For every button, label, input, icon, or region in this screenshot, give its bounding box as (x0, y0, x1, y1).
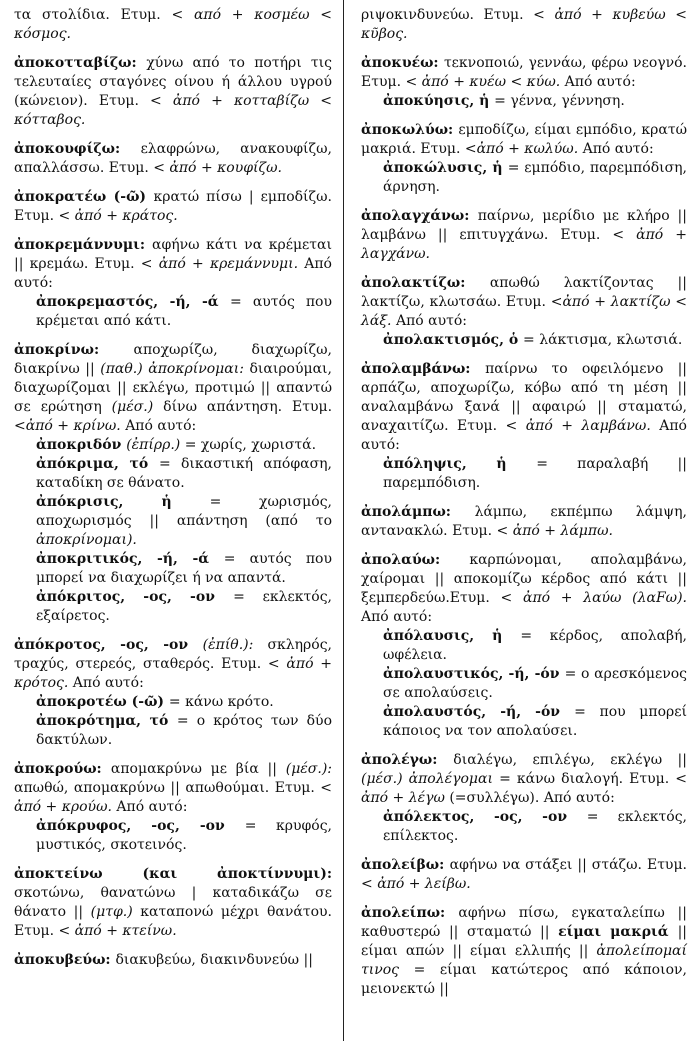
definition-text: αποχωρίζω, διαχωρίζω, διακρίνω || (14, 342, 332, 377)
italic-text: ἀπό + κρεμάννυμι. (158, 256, 305, 272)
column-divider (343, 0, 344, 1041)
derived-entry (383, 703, 687, 741)
headword: ἀποκώλυσις, ἡ (383, 160, 508, 176)
definition-text: = κάνω κρότο. (168, 694, 274, 710)
derived-entry (36, 550, 332, 588)
right-column (361, 6, 687, 1009)
headword: ἀπολείπω: (361, 905, 459, 921)
italic-text: ἀπό + κρούω. (14, 799, 117, 815)
definition-text: αφήνω πίσω, εγκαταλείπω || καθυστερώ || σταματώ || (361, 905, 687, 940)
entry-text (14, 341, 332, 436)
headword: ἀποκουφίζω: (14, 141, 141, 157)
entry-text (14, 188, 332, 226)
definition-text: διαιρούμαι, διαχωρίζομαι || εκλέγω, προτιμώ || απαντώ σε ερώτηση (14, 361, 332, 415)
dictionary-entry (361, 207, 687, 264)
headword: ἀποκρατέω (-ῶ) (14, 189, 154, 205)
definition-text: ριψοκινδυνεύω. Ετυμ. < (361, 7, 555, 23)
headword: ἀποκρούω: (14, 761, 111, 777)
headword: ἀπόλεκτος, -ος, -ον (383, 809, 587, 825)
italic-text: (μτφ.) (90, 904, 141, 920)
headword: ἀπόκρυφος, -ος, -ον (36, 818, 245, 834)
headword: ἀποκοτταβίζω: (14, 55, 147, 71)
dictionary-entry (14, 236, 332, 331)
derived-entry (383, 159, 687, 197)
definition-text: διακυβεύω, διακινδυνεύω || (115, 952, 313, 968)
italic-text: από + κοσμέω < κόσμος. (14, 7, 332, 42)
definition-text: λάμπω, εκπέμπω λάμψη, αντανακλώ. Ετυμ. < (361, 504, 687, 539)
italic-text: (ἐπίθ.): (202, 637, 268, 653)
entry-text (361, 54, 687, 92)
headword: ἀπόκριμα, τό (36, 456, 159, 472)
derived-entry (383, 627, 687, 665)
derived-entry (383, 808, 687, 846)
italic-text: ἀπό + λακτίζω < λάξ. (361, 294, 687, 329)
dictionary-entry (361, 274, 687, 350)
headword: ἀπολέγω: (361, 752, 454, 768)
headword: ἀπολακτίζω: (361, 275, 490, 291)
definition-text: παίρνω, μερίδιο με κλήρο || λαμβάνω || επιτυγχάνω. Ετυμ. < (361, 208, 687, 243)
definition-text: = λάκτισμα, κλωτσιά. (523, 332, 683, 348)
definition-text: σκληρός, τραχύς, στερεός, σταθερός. Ετυμ. < (14, 637, 332, 672)
italic-text: (μέσ.) ἀπολέγομαι (361, 771, 500, 787)
dictionary-entry (14, 54, 332, 130)
italic-text: ἀπολείπομαί τινος (361, 943, 687, 978)
italic-text: ἀπό + κουφίζω. (169, 160, 282, 176)
headword: ἀποκυβεύω: (14, 952, 116, 968)
italic-text: ἀπό + κυέω < κύω. (421, 74, 565, 90)
definition-text: αφήνω κάτι να κρέμεται || κρεμάω. Ετυμ. < (14, 237, 332, 272)
definition-text: τα στολίδια. Ετυμ. < (14, 7, 194, 23)
derived-entry (36, 817, 332, 855)
dictionary-entry (14, 951, 332, 970)
dictionary-entry (361, 751, 687, 846)
entry-text (361, 6, 687, 44)
headword: ἀπόλαυσις, ἡ (383, 628, 521, 644)
italic-text: (ἐπίρρ.) (126, 437, 185, 453)
headword: ἀπολείβω: (361, 857, 450, 873)
definition-text: = παραλαβή || παρεμπόδιση. (383, 456, 687, 491)
headword: είμαι μακριά (558, 924, 678, 940)
definition-text: διαλέγω, επιλέγω, εκλέγω || (453, 752, 687, 768)
definition-text: = είμαι κατώτερος από κάποιον, μειονεκτώ || (361, 962, 687, 997)
dictionary-entry (361, 904, 687, 999)
dictionary-entry (361, 503, 687, 541)
derived-entry (383, 455, 687, 493)
left-column (14, 6, 332, 980)
definition-text: = αυτός που μπορεί να διαχωρίζει ή να απαντά. (36, 551, 332, 586)
definition-text: αφήνω να στάξει || στάζω. Ετυμ. < (361, 857, 687, 892)
italic-text: ἀπό + λάμπω. (512, 523, 613, 539)
definition-text: Από αυτό: (582, 141, 654, 157)
derived-entry (36, 712, 332, 750)
headword: ἀποκωλύω: (361, 122, 459, 138)
definition-text: καρπώνομαι, απολαμβάνω, χαίρομαι || αποκομίζω κέρδος από κάτι || ξεμπερδεύω.Ετυμ. < (361, 552, 687, 606)
definition-text: εμποδίζω, είμαι εμπόδιο, κρατώ μακριά. Ετυμ. < (361, 122, 687, 157)
definition-text: ελαφρώνω, ανακουφίζω, απαλλάσσω. Ετυμ. < (14, 141, 332, 176)
italic-text: ἀπό + κρίνω. (25, 418, 126, 434)
definition-text: = κέρδος, απολαβή, ωφέλεια. (383, 628, 687, 663)
dictionary-entry (361, 6, 687, 44)
derived-entry (383, 331, 687, 350)
derived-entry (36, 493, 332, 550)
entry-text (14, 760, 332, 817)
italic-text: ἀπό + λέγω (361, 790, 450, 806)
dictionary-entry (14, 341, 332, 626)
definition-text: καταπονώ μέχρι θανάτου. Ετυμ. < (14, 904, 332, 939)
definition-text: απομακρύνω με βία || (110, 761, 286, 777)
definition-text: Από αυτό: (395, 313, 467, 329)
definition-text: απωθώ, απομακρύνω || απωθούμαι. Ετυμ. < (14, 780, 332, 796)
entry-text (14, 54, 332, 130)
italic-text: ἀποκρίνομαι). (36, 532, 137, 548)
italic-text: ἀπό + κωλύω. (476, 141, 583, 157)
italic-text: ἀπό + κοτταβίζω < κότταβος. (14, 93, 332, 128)
definition-text: = χωρισμός, αποχωρισμός || απάντηση (από το (36, 494, 332, 529)
entry-text (14, 951, 332, 970)
headword: ἀποκριτικός, -ή, -ά (36, 551, 224, 567)
definition-text: = εκλεκτός, εξαίρετος. (36, 589, 333, 624)
headword: ἀπόκριτος, -ος, -ον (36, 589, 234, 605)
headword: ἀπόκροτος, -ος, -ον (14, 637, 203, 653)
definition-text: Από αυτό: (125, 418, 197, 434)
entry-text (14, 140, 332, 178)
definition-text: = γέννα, γέννηση. (494, 93, 625, 109)
headword: ἀπολαύω: (361, 552, 470, 568)
headword: ἀποκρεμάννυμι: (14, 237, 153, 253)
definition-text: Από αυτό: (564, 74, 636, 90)
headword: ἀποκροτέω (-ῶ) (36, 694, 169, 710)
definition-text: δίνω απάντηση. Ετυμ. < (14, 399, 333, 434)
definition-text: = χωρίς, χωριστά. (184, 437, 317, 453)
italic-text: ἀπό + κρότος. (14, 656, 332, 691)
entry-text (361, 121, 687, 159)
dictionary-entry (361, 54, 687, 111)
italic-text: (μέσ.): (285, 761, 332, 777)
dictionary-entry (14, 865, 332, 941)
definition-text: Από αυτό: (116, 799, 188, 815)
definition-text: Από αυτό: (361, 609, 433, 625)
dictionary-entry (361, 551, 687, 741)
derived-entry (36, 693, 332, 712)
italic-text: ἀπό + κυβεύω < κῦβος. (361, 7, 687, 42)
dictionary-entry (14, 760, 332, 855)
headword: ἀπόκρισις, ἡ (36, 494, 210, 510)
definition-text: Από αυτό: (72, 675, 144, 691)
italic-text: (μέσ.) (111, 399, 164, 415)
headword: ἀπολακτισμός, ὁ (383, 332, 524, 348)
dictionary-entry (361, 856, 687, 894)
headword: ἀπολαυστός, -ή, -όν (383, 704, 575, 720)
headword: ἀποκρίνω: (14, 342, 134, 358)
dictionary-entry (361, 121, 687, 197)
entry-text (14, 865, 332, 941)
headword: ἀποκύησις, ἡ (383, 93, 495, 109)
derived-entry (36, 293, 332, 331)
italic-text: ἀπό + λαμβάνω. (525, 418, 660, 434)
entry-text (361, 904, 687, 999)
headword: ἀπολαγχάνω: (361, 208, 478, 224)
derived-entry (36, 436, 332, 455)
entry-text (14, 636, 332, 693)
definition-text: || είμαι απών || είμαι ελλιπής || (361, 924, 688, 959)
definition-text: = δικαστική απόφαση, καταδίκη σε θάνατο. (36, 456, 333, 491)
entry-text (361, 751, 687, 808)
headword: ἀποκτείνω (και ἀποκτίννυμι): (14, 866, 332, 882)
definition-text: κρατώ πίσω | εμποδίζω. Ετυμ. < (14, 189, 332, 224)
entry-text (361, 360, 687, 455)
entry-text (361, 274, 687, 331)
definition-text: απωθώ λακτίζοντας || λακτίζω, κλωτσάω. Ετυμ. < (361, 275, 687, 310)
definition-text: σκοτώνω, θανατώνω | καταδικάζω σε θάνατο || (14, 885, 332, 920)
italic-text: (παθ.) ἀποκρίνομαι: (100, 361, 250, 377)
derived-entry (383, 665, 687, 703)
headword: ἀποκρότημα, τό (36, 713, 177, 729)
derived-entry (383, 92, 687, 111)
headword: ἀποκριδόν (36, 437, 127, 453)
dictionary-entry (14, 636, 332, 750)
entry-text (361, 503, 687, 541)
definition-text: = ο αρεσκόμενος σε απολαύσεις. (383, 666, 687, 701)
definition-text: = που μπορεί κάποιος να τον απολαύσει. (383, 704, 687, 739)
entry-text (361, 551, 687, 627)
entry-text (14, 6, 332, 44)
derived-entry (36, 455, 332, 493)
headword: ἀπολαυστικός, -ή, -όν (383, 666, 565, 682)
italic-text: ἀπό + κράτος. (74, 208, 178, 224)
dictionary-entry (361, 360, 687, 493)
definition-text: = εμπόδιο, παρεμπόδιση, άρνηση. (383, 160, 688, 195)
dictionary-entry (14, 6, 332, 44)
definition-text: τεκνοποιώ, γεννάω, φέρω νεογνό. Ετυμ. < (361, 55, 688, 90)
definition-text: = ο κρότος των δύο δακτύλων. (36, 713, 332, 748)
entry-text (14, 236, 332, 293)
entry-text (361, 856, 687, 894)
headword: ἀποκυέω: (361, 55, 444, 71)
definition-text: = εκλεκτός, επίλεκτος. (383, 809, 687, 844)
definition-text: Από αυτό: (14, 256, 332, 291)
definition-text: (=συλλέγω). Από αυτό: (449, 790, 615, 806)
italic-text: ἀπό + λαγχάνω. (361, 227, 687, 262)
definition-text: χύνω από το ποτήρι τις τελευταίες σταγόνες οίνου ή άλλου υγρού (κώνειον). Ετυμ. < (14, 55, 332, 109)
headword: ἀπόληψις, ἡ (383, 456, 537, 472)
dictionary-entry (14, 140, 332, 178)
headword: ἀπολάμπω: (361, 504, 475, 520)
definition-text: = κρυφός, μυστικός, σκοτεινός. (36, 818, 333, 853)
italic-text: ἀπό + λείβω. (377, 876, 471, 892)
definition-text: Από αυτό: (361, 418, 687, 453)
italic-text: ἀπό + κτείνω. (74, 923, 177, 939)
derived-entry (36, 588, 332, 626)
dictionary-entry (14, 188, 332, 226)
italic-text: ἀπό + λαύω (λαFω). (522, 590, 688, 606)
definition-text: = αυτός που κρέμεται από κάτι. (36, 294, 332, 329)
entry-text (361, 207, 687, 264)
headword: ἀποκρεμαστός, -ή, -ά (36, 294, 231, 310)
definition-text: = κάνω διαλογή. Ετυμ. < (499, 771, 688, 787)
definition-text: παίρνω το οφειλόμενο || αρπάζω, αποχωρίζω, κόβω από τη μέση || αναλαμβάνω ξανά || αφαιρώ || σταματώ, αναχαιτίζω. Ετυμ. < (361, 361, 687, 434)
headword: ἀπολαμβάνω: (361, 361, 486, 377)
